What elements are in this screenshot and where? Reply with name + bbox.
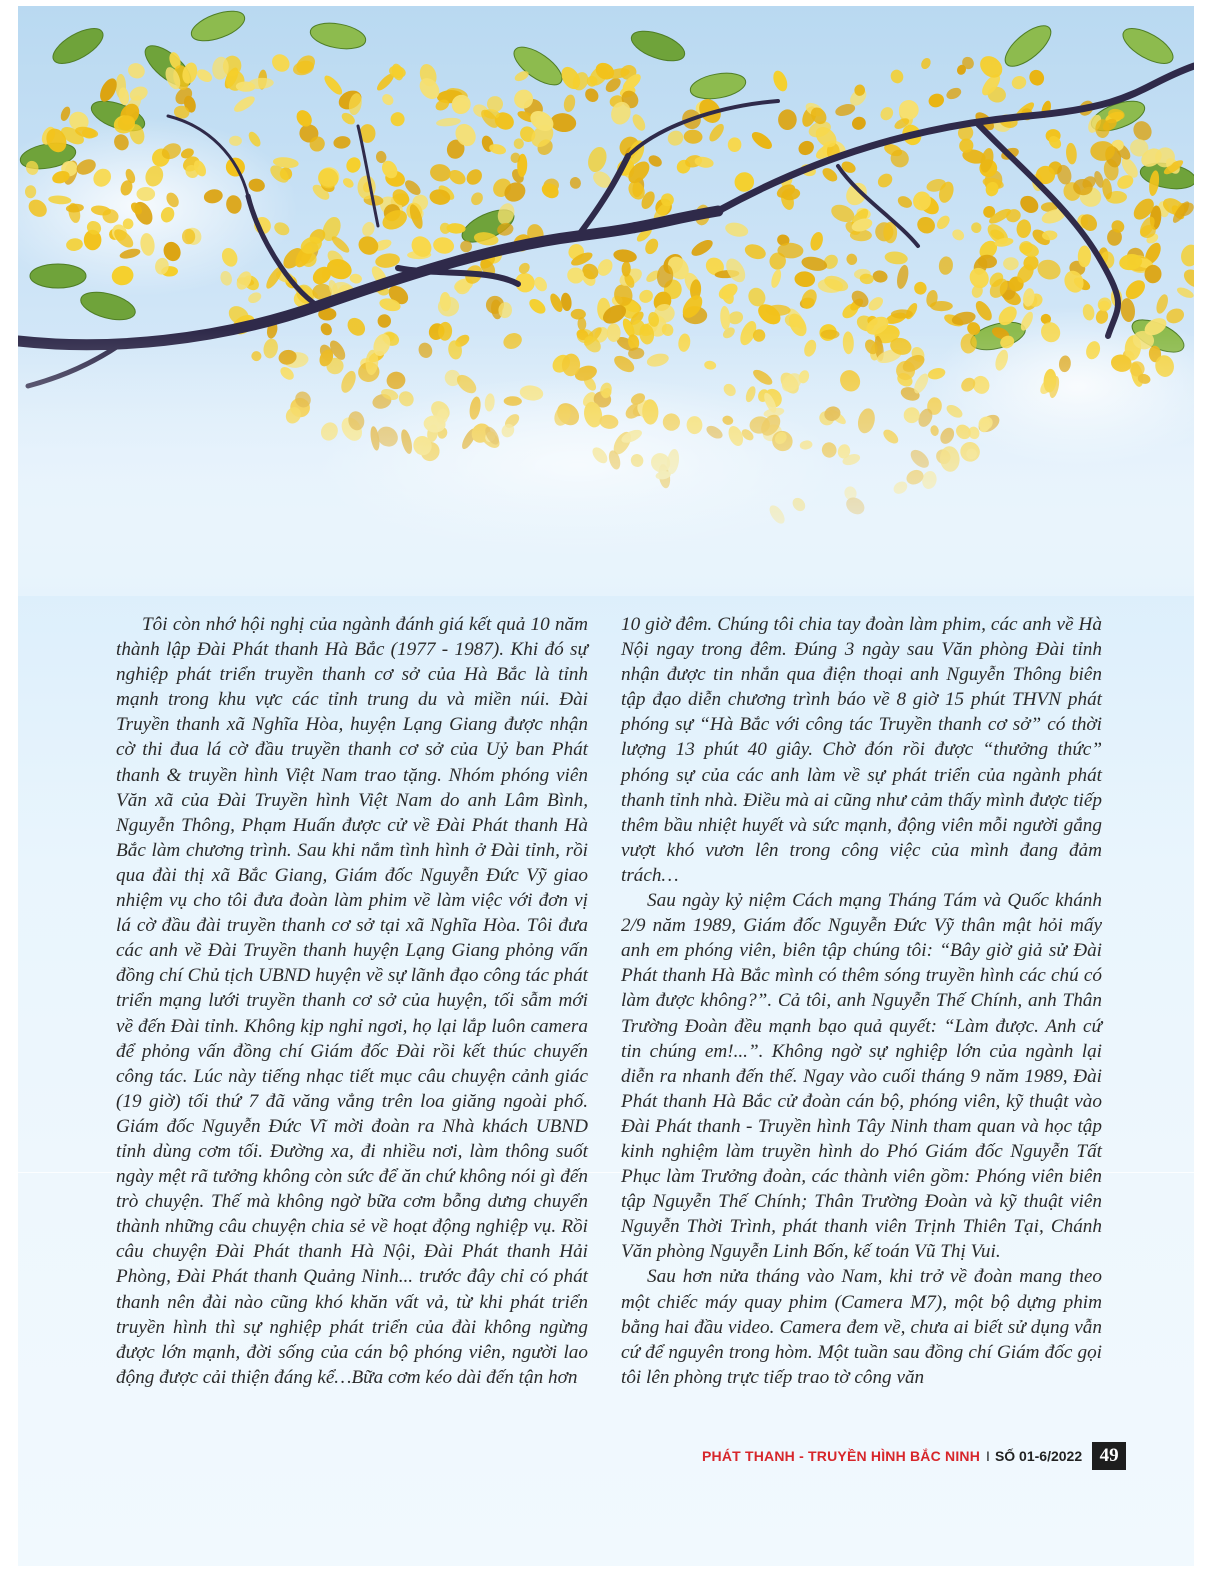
page-number: 49 [1092, 1442, 1126, 1470]
magazine-name: PHÁT THANH - TRUYỀN HÌNH BẮC NINH [702, 1448, 981, 1464]
article-paragraph: 10 giờ đêm. Chúng tôi chia tay đoàn làm phim, các anh về Hà Nội ngay trong đêm. Đúng 3 ngày sau Văn phòng Đài tỉnh nhận được tin nhắn qua điện thoại anh Nguyễn Thông biên tập đạo diễn chương trình báo về 8 giờ 15 phút THVN phát phóng sự “Hà Bắc với công tác Truyền thanh cơ sở” có thời lượng 13 phút 40 giây. Chờ đón rồi được “thưởng thức” phóng sự của các anh làm về sự phát triển của ngành phát thanh tỉnh nhà. Điều mà ai cũng như cảm thấy mình được tiếp thêm bầu nhiệt huyết và sức mạnh, động viên mỗi người gắng vượt khó vươn lên trong công việc của mình đang đảm trách… [621, 614, 1102, 886]
article-paragraph: Tôi còn nhớ hội nghị của ngành đánh giá kết quả 10 năm thành lập Đài Phát thanh Hà Bắc (1977 - 1987). Khi đó sự nghiệp phát triển truyền thanh cơ sở của Hà Bắc là tỉnh mạnh trong khu vực các tỉnh trung du và miền núi. Đài Truyền thanh xã Nghĩa Hòa, huyện Lạng Giang được nhận cờ thi đua lá cờ đầu truyền thanh cơ sở của Uỷ ban Phát thanh & truyền hình Việt Nam trao tặng. Nhóm phóng viên Văn xã của Đài Truyền hình Việt Nam do anh Lâm Bình, Nguyễn Thông, Phạm Huấn được cử về Đài Phát thanh Hà Bắc làm chương trình. Sau khi nắm tình hình ở Đài tỉnh, rồi qua đài thị xã Bắc Giang, Giám đốc Nguyễn Đức Vỹ giao nhiệm vụ cho tôi đưa đoàn làm phim về làm việc với đơn vị lá cờ đầu đài truyền thanh cơ sở tại xã Nghĩa Hòa. Tôi đưa các anh về Đài Truyền thanh huyện Lạng Giang phỏng vấn đồng chí Chủ tịch UBND huyện về sự lãnh đạo công tác phát triển mạng lưới truyền thanh cơ sở của huyện, tối sẫm mới về đến Đài tỉnh. Không kịp nghỉ ngơi, họ lại lắp luôn camera để phỏng vấn đồng chí Giám đốc Đài rồi kết thúc chuyến công tác. Lúc này tiếng nhạc tiết mục câu chuyện cảnh giác (19 giờ) tối thứ 7 đã văng vẳng trên loa giăng ngoài phố. Giám đốc Nguyễn Đức Vĩ mời đoàn ra Nhà khách UBND tỉnh dùng cơm tối. Đường xa, đi nhiều nơi, làm thông suốt ngày mệt rã tưởng không còn sức để ăn chứ không nói gì đến trò chuyện. Thế mà không ngờ bữa cơm bỗng dưng chuyển thành những câu chuyện chia sẻ về hoạt động nghiệp vụ. Rồi câu chuyện Đài Phát thanh Hà Nội, Đài Phát thanh Hải Phòng, Đài Phát thanh Quảng Ninh... trước đây chỉ có phát thanh nên đài nào cũng khó khăn vất vả, từ khi phát triển truyền hình thì sự nghiệp phát triển của đài không ngừng được lớn mạnh, đời sống của cán bộ phóng viên, người lao động được cải thiện đáng kể…Bữa cơm kéo dài đến tận hơn [116, 614, 588, 1388]
article-column-right [621, 612, 1102, 1390]
page-footer [702, 1442, 1126, 1470]
article-column-left [116, 612, 588, 1390]
footer-separator: I [986, 1448, 990, 1464]
magazine-page [18, 6, 1194, 1566]
flower-branch-illustration [18, 6, 1194, 596]
hero-photo [18, 6, 1194, 596]
issue-number: SỐ 01-6/2022 [994, 1448, 1083, 1464]
article-paragraph: Sau ngày kỷ niệm Cách mạng Tháng Tám và Quốc khánh 2/9 năm 1989, Giám đốc Nguyễn Đức Vỹ thân mật hỏi mấy anh em phóng viên, biên tập chúng tôi: “Bây giờ giả sử Đài Phát thanh Hà Bắc mình có thêm sóng truyền hình các chú có làm được không?”. Cả tôi, anh Nguyễn Thế Chính, anh Thân Trường Đoàn đều mạnh bạo quả quyết: “Làm được. Anh cứ tin chúng em!...”. Không ngờ sự nghiệp lớn của ngành lại diễn ra nhanh đến thế. Ngay vào cuối tháng 9 năm 1989, Đài Phát thanh Hà Bắc cử đoàn cán bộ, phóng viên, kỹ thuật vào Đài Phát thanh - Truyền hình Tây Ninh tham quan và học tập kinh nghiệm làm truyền hình do Phó Giám đốc Nguyễn Tất Phục làm Trưởng đoàn, các thành viên gồm: Phóng viên biên tập Nguyễn Thế Chính; Thân Trường Đoàn và kỹ thuật viên Nguyễn Thời Trình, phát thanh viên Trịnh Thiên Tại, Chánh Văn phòng Nguyễn Linh Bốn, kế toán Vũ Thị Vui. [621, 890, 1102, 1263]
article-paragraph: Sau hơn nửa tháng vào Nam, khi trở về đoàn mang theo một chiếc máy quay phim (Camera M7), một bộ dựng phim bằng hai đầu video. Camera đem về, chưa ai biết sử dụng vẫn cứ để nguyên trong hòm. Một tuần sau đồng chí Giám đốc gọi tôi lên phòng trực tiếp trao tờ công văn [621, 1266, 1102, 1388]
